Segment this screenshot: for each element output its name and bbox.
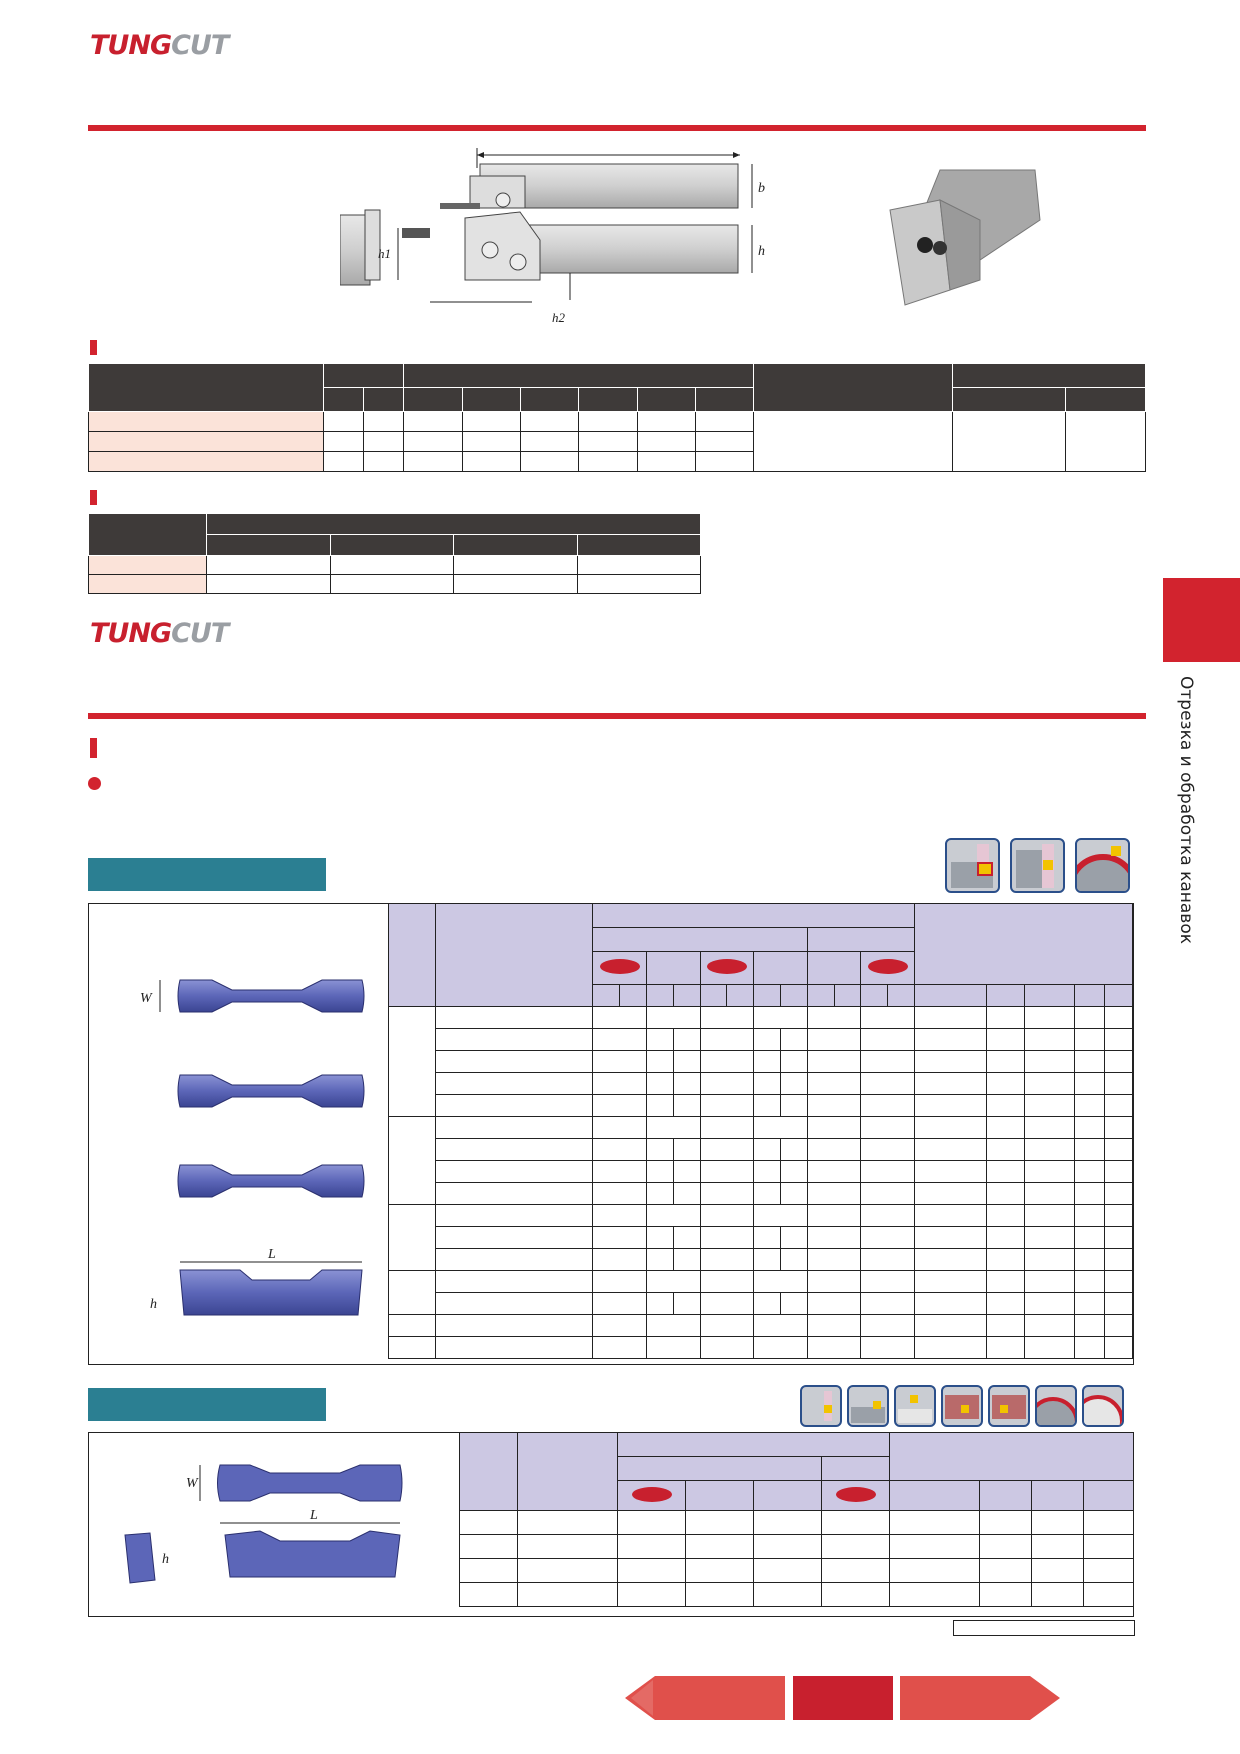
next-page-button[interactable] [900,1676,1060,1720]
insert-drawing-1 [140,970,380,1330]
internal-turning-icon [988,1385,1030,1427]
grade-marker [632,1487,672,1502]
table-row [389,1293,1133,1315]
dim-h-label: h [162,1552,169,1567]
table-row [89,575,701,594]
section-marker [90,738,97,758]
grade-marker [868,959,908,974]
table-row [460,1559,1134,1583]
dim-h-label: h [150,1297,157,1312]
table-row [389,1249,1133,1271]
dim-b-label: b [758,181,765,196]
dim-h2-label: h2 [552,310,565,325]
table-header [953,364,1146,388]
table-row [389,1073,1133,1095]
table-row [460,1583,1134,1607]
brand-logo: TUNGCUT [90,618,229,649]
prev-page-button[interactable] [625,1676,785,1720]
dim-L-label: L [310,1508,318,1523]
table-row [389,1117,1133,1139]
bullet-dot [88,777,101,790]
table-header [89,364,324,412]
face-profiling-icon [1082,1385,1124,1427]
grooving-icon [847,1385,889,1427]
table-row [389,1095,1133,1117]
spare-parts-table [88,513,701,594]
holder-drawing [340,140,780,340]
section-title-bar [88,858,326,891]
section-divider [88,713,1146,719]
table-header [754,364,953,412]
table-header [404,364,754,388]
grade-marker [836,1487,876,1502]
dim-L-label: L [268,1247,276,1262]
side-tab[interactable] [1163,578,1240,662]
grade-marker [600,959,640,974]
holder-3d-render [880,160,1050,310]
section-marker [90,340,97,355]
dim-h1-label: h1 [378,246,391,261]
side-tab-label: Отрезка и обработка канавок [1176,676,1196,944]
section-title-bar [88,1388,326,1421]
table-row [389,1139,1133,1161]
dim-W-label: W [186,1476,198,1491]
profiling-icon [1035,1385,1077,1427]
insert-table-2-grid [459,1432,1134,1607]
table-row [389,1315,1133,1337]
table-row [460,1535,1134,1559]
grooving-icon [945,838,1000,893]
table-row [389,1271,1133,1293]
table-row [389,1007,1133,1029]
table-row [389,1029,1133,1051]
brand-logo: TUNGCUT [90,30,229,61]
face-grooving-icon [1010,838,1065,893]
table-row [389,1205,1133,1227]
internal-grooving-icon [941,1385,983,1427]
dim-h-label: h [758,244,765,259]
table-row [389,1337,1133,1359]
footnote-box [953,1620,1135,1636]
multi-direction-icon [894,1385,936,1427]
table-row [89,412,1146,432]
section-marker [90,490,97,505]
insert-table-1-grid [388,903,1133,1359]
table-header [324,364,404,388]
profiling-icon [1075,838,1130,893]
face-grooving-icon [800,1385,842,1427]
insert-drawing-2 [110,1445,430,1615]
table-row [389,1161,1133,1183]
table-row [389,1183,1133,1205]
dim-W-label: W [140,991,152,1006]
grade-marker [707,959,747,974]
holder-dimensions-table [88,363,1146,472]
current-page-button[interactable] [793,1676,893,1720]
table-row [389,1227,1133,1249]
table-row [389,1051,1133,1073]
section-divider [88,125,1146,131]
table-row [460,1511,1134,1535]
table-row [89,556,701,575]
